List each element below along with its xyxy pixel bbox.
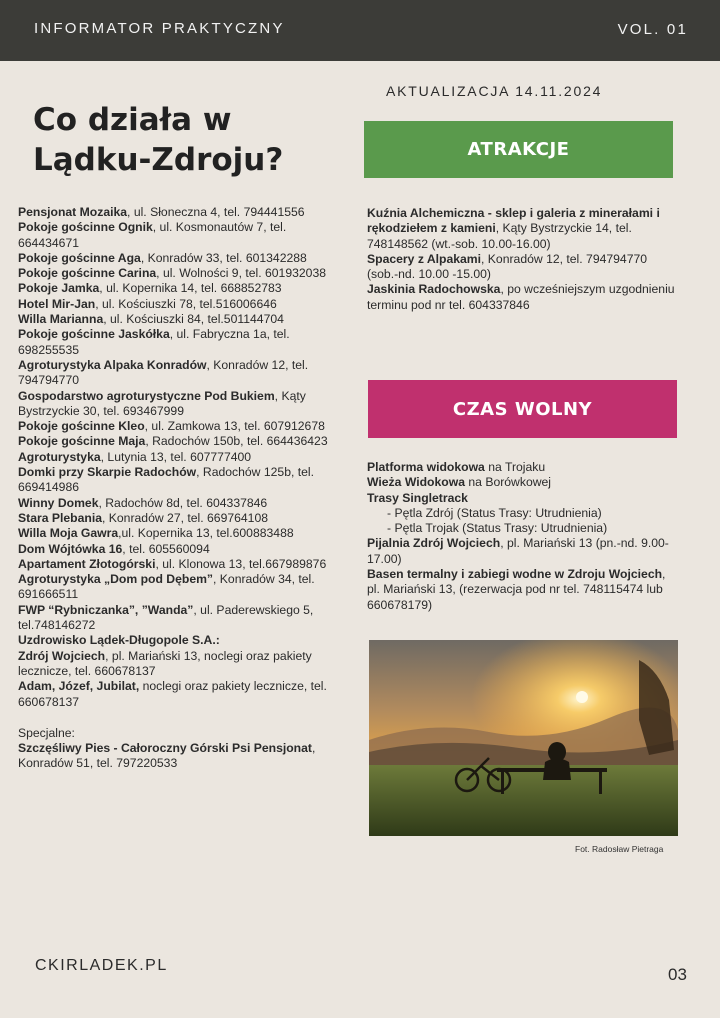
- sunset-photo: [369, 640, 678, 836]
- list-item: [18, 358, 330, 389]
- list-item: [18, 327, 330, 358]
- attractions-banner: ATRAKCJE: [364, 121, 673, 178]
- entry-name: Pokoje gościnne Aga: [18, 250, 141, 265]
- entry-name: Willa Moja Gawra: [18, 526, 119, 541]
- entry-details: na Borówkowej: [464, 475, 552, 490]
- list-item: [18, 496, 330, 511]
- attractions-list: [367, 206, 679, 313]
- list-item: [18, 389, 330, 420]
- special-entry: [18, 741, 330, 772]
- list-item: [18, 603, 330, 634]
- list-item: [18, 251, 330, 266]
- accommodation-list: [18, 205, 330, 772]
- entry-name: Agroturystyka Alpaka Konradów: [18, 357, 207, 372]
- entry-name: Adam, Józef, Jubilat,: [18, 679, 140, 694]
- entry-details: , ul. Zamkowa 13, tel. 607912678: [144, 419, 325, 434]
- entry-name: Pokoje gościnne Maja: [18, 434, 146, 449]
- list-item: [18, 220, 330, 251]
- list-item: [367, 475, 679, 490]
- photo-caption: Fot. Radosław Pietraga: [575, 844, 664, 854]
- header-title: INFORMATOR PRAKTYCZNY: [34, 20, 285, 37]
- list-item: [367, 491, 679, 506]
- entry-details: , Radochów 150b, tel. 664436423: [145, 434, 328, 449]
- entry-name: Szczęśliwy Pies - Całoroczny Górski Psi Pensjonat: [18, 741, 312, 756]
- entry-details: , Kąty Bystrzyckie 14, tel. 748148562 (wt.-sob. 10.00-16.00): [367, 221, 632, 251]
- entry-name: Pokoje Jamka: [18, 281, 100, 296]
- entry-name: Spacery z Alpakami: [367, 251, 482, 266]
- volume-label: VOL. 01: [617, 21, 688, 38]
- entry-details: , pl. Mariański 13 (pn.-nd. 9.00-17.00): [367, 536, 669, 566]
- list-item: [367, 536, 679, 567]
- sunset-photo-image: [369, 640, 678, 836]
- list-item: [18, 205, 330, 220]
- update-date: AKTUALIZACJA 14.11.2024: [386, 83, 603, 99]
- entry-name: Stara Plebania: [18, 510, 102, 525]
- entry-details: noclegi oraz pakiety lecznicze, tel. 660678137: [18, 679, 327, 709]
- entry-details: , ul. Kopernika 14, tel. 668852783: [99, 281, 282, 296]
- entry-details: , ul. Wolności 9, tel. 601932038: [156, 266, 327, 281]
- list-item: [18, 281, 330, 296]
- entry-name: Uzdrowisko Lądek-Długopole S.A.:: [18, 633, 220, 648]
- list-item: [18, 557, 330, 572]
- entry-name: Basen termalny i zabiegi wodne w Zdroju Wojciech: [367, 567, 663, 582]
- entry-details: , Konradów 12, tel. 794794770: [18, 357, 309, 388]
- entry-details: , ul. Paderewskiego 5, tel.748146272: [18, 602, 314, 633]
- entry-details: , ul. Klonowa 13, tel.667989876: [155, 556, 327, 571]
- special-label: Specjalne:: [18, 725, 75, 740]
- entry-details: , Konradów 51, tel. 797220533: [18, 741, 316, 771]
- entry-details: , ul. Kościuszki 78, tel.516006646: [95, 296, 277, 311]
- list-item: [18, 633, 330, 648]
- entry-name: Pokoje gościnne Carina: [18, 266, 157, 281]
- header-bar: [0, 0, 720, 61]
- list-item: [18, 572, 330, 603]
- trail-item: - Pętla Trojak (Status Trasy: Utrudnienia): [387, 521, 608, 536]
- entry-details: , ul. Słoneczna 4, tel. 794441556: [127, 205, 305, 219]
- entry-details: , Radochów 8d, tel. 604337846: [98, 495, 268, 510]
- entry-details: , Radochów 125b, tel. 669414986: [18, 465, 315, 495]
- entry-name: Dom Wójtówka 16: [18, 541, 123, 556]
- list-item: [18, 465, 330, 496]
- entry-details: , Konradów 27, tel. 669764108: [102, 510, 269, 525]
- website-link[interactable]: CKIRLADEK.PL: [35, 957, 168, 974]
- entry-name: Apartament Złotogórski: [18, 556, 156, 571]
- entry-details: , Konradów 12, tel. 794794770 (sob.-nd. 10.00 -15.00): [367, 251, 648, 282]
- list-item: [367, 206, 679, 252]
- page-title: Co działa w Lądku-Zdroju?: [33, 102, 284, 178]
- entry-name: Pijalnia Zdrój Wojciech: [367, 536, 501, 551]
- entry-details: , po wcześniejszym uzgodnieniu terminu pod nr tel. 604337846: [367, 282, 675, 312]
- entry-details: ,ul. Kopernika 13, tel.600883488: [118, 526, 294, 541]
- entry-details: , tel. 605560094: [122, 541, 210, 556]
- entry-details: , Kąty Bystrzyckie 30, tel. 693467999: [18, 388, 306, 418]
- entry-name: Domki przy Skarpie Radochów: [18, 465, 197, 480]
- list-item: [18, 526, 330, 541]
- entry-details: , pl. Mariański 13, noclegi oraz pakiety lecznicze, tel. 660678137: [18, 648, 312, 678]
- entry-name: Pensjonat Mozaika: [18, 205, 128, 219]
- list-item: [367, 567, 679, 613]
- entry-name: Kuźnia Alchemiczna - sklep i galeria z minerałami i rękodziełem z kamieni: [367, 206, 660, 236]
- list-item: [367, 252, 679, 283]
- entry-name: Zdrój Wojciech: [18, 648, 106, 663]
- entry-name: Pokoje gościnne Jaskółka: [18, 327, 170, 342]
- entry-details: na Trojaku: [484, 460, 546, 474]
- page-number: 03: [668, 965, 687, 984]
- list-item: [18, 312, 330, 327]
- list-item: [18, 511, 330, 526]
- entry-details: , Lutynia 13, tel. 607777400: [100, 449, 252, 464]
- entry-name: FWP “Rybniczanka”, ”Wanda”: [18, 602, 194, 617]
- entry-details: , Konradów 33, tel. 601342288: [140, 250, 307, 265]
- entry-name: Gospodarstwo agroturystyczne Pod Bukiem: [18, 388, 275, 403]
- entry-name: Agroturystyka „Dom pod Dębem”: [18, 572, 214, 587]
- free-time-list: [367, 460, 679, 613]
- list-item: [18, 297, 330, 312]
- list-item: [18, 419, 330, 434]
- entry-name: Winny Domek: [18, 495, 99, 510]
- list-item: [367, 282, 679, 313]
- entry-name: Willa Marianna: [18, 312, 104, 327]
- entry-details: , ul. Kościuszki 84, tel.501144704: [103, 312, 284, 327]
- list-item: [18, 679, 330, 710]
- entry-name: Jaskinia Radochowska: [367, 282, 501, 297]
- list-item: [18, 542, 330, 557]
- list-item: [18, 434, 330, 449]
- free-time-banner: CZAS WOLNY: [368, 380, 677, 438]
- entry-name: Trasy Singletrack: [367, 490, 468, 505]
- list-item: [367, 460, 679, 475]
- trail-item: - Pętla Zdrój (Status Trasy: Utrudnienia): [387, 505, 602, 520]
- entry-details: , ul. Fabryczna 1a, tel. 698255535: [18, 327, 290, 357]
- entry-name: Pokoje gościnne Ognik: [18, 220, 153, 235]
- entry-name: Agroturystyka: [18, 449, 101, 464]
- entry-details: , pl. Mariański 13, (rezerwacja pod nr tel. 748115474 lub 660678179): [367, 567, 666, 612]
- entry-details: , ul. Kosmonautów 7, tel. 664434671: [18, 220, 287, 250]
- entry-name: Hotel Mir-Jan: [18, 296, 96, 311]
- entry-name: Wieża Widokowa: [367, 475, 465, 490]
- entry-details: , Konradów 34, tel. 691666511: [18, 572, 315, 602]
- entry-name: Platforma widokowa: [367, 460, 485, 474]
- list-item: [18, 450, 330, 465]
- list-item: [18, 266, 330, 281]
- entry-name: Pokoje gościnne Kleo: [18, 419, 145, 434]
- list-item: [18, 649, 330, 680]
